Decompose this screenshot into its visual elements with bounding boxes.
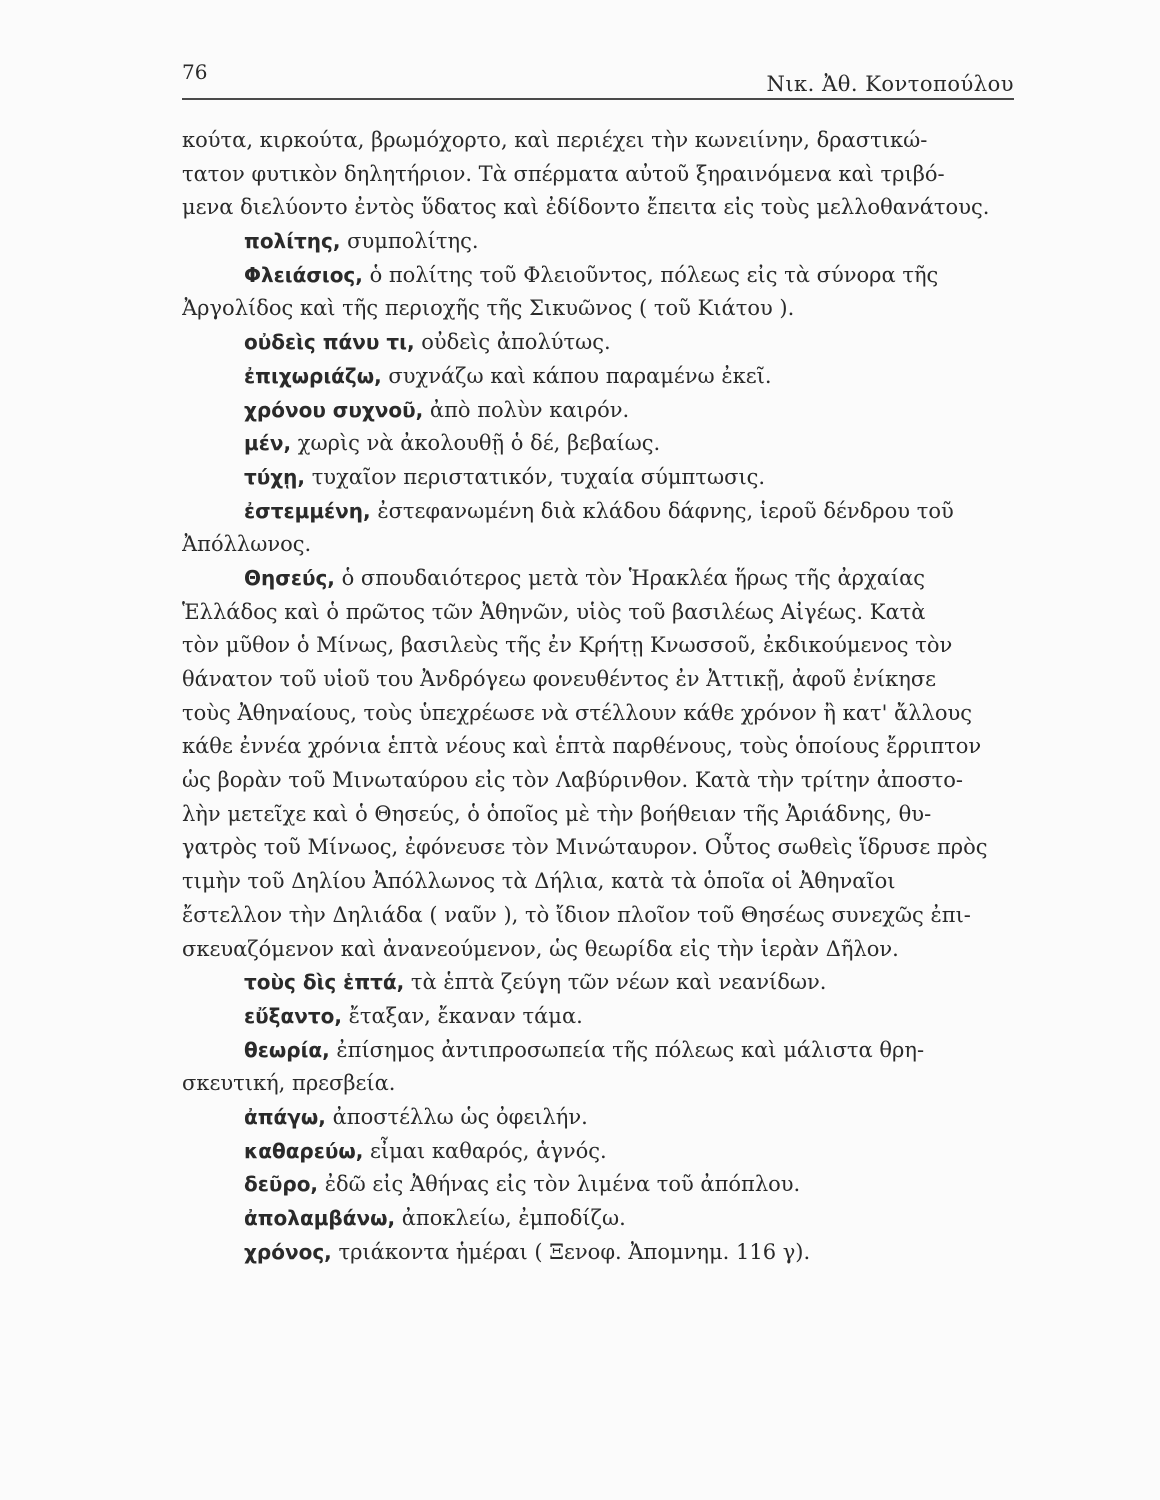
- text-line: [182, 933, 1018, 967]
- text-line: [182, 1236, 1018, 1270]
- line-text: κάθε ἐννέα χρόνια ἑπτὰ νέους καὶ ἑπτὰ παρθένους, τοὺς ὁποίους ἔρριπτον: [182, 734, 982, 759]
- glossary-term: τύχῃ,: [244, 464, 306, 489]
- line-text: χωρὶς νὰ ἀκολουθῇ ὁ δέ, βεβαίως.: [291, 431, 661, 456]
- glossary-term: ἐστεμμένη,: [244, 498, 371, 523]
- text-line: [182, 191, 1018, 225]
- text-line: [182, 326, 1018, 360]
- line-text: γατρὸς τοῦ Μίνωος, ἐφόνευσε τὸν Μινώταυρον. Οὗτος σωθεὶς ἵδρυσε πρὸς: [182, 835, 988, 860]
- line-text: ἀποκλείω, ἐμποδίζω.: [395, 1206, 626, 1230]
- line-text: σκευτική, πρεσβεία.: [182, 1071, 396, 1096]
- line-text: ὁ σπουδαιότερος μετὰ τὸν Ἡρακλέα ἥρως τῆς ἀρχαίας: [334, 565, 926, 590]
- line-text: ἔστελλον τὴν Δηλιάδα ( ναῦν ), τὸ ἴδιον πλοῖον τοῦ Θησέως συνεχῶς ἐπι-: [182, 902, 971, 927]
- line-text: τοὺς Ἀθηναίους, τοὺς ὑπεχρέωσε νὰ στέλλουν κάθε χρόνον ἢ κατ' ἄλλους: [182, 700, 973, 725]
- glossary-term: οὐδεὶς πάνυ τι,: [244, 330, 415, 355]
- text-line: [182, 562, 1018, 596]
- text-line: [182, 697, 1018, 731]
- text-line: [182, 1101, 1018, 1135]
- text-line: [182, 764, 1018, 798]
- line-text: εἶμαι καθαρός, ἁγνός.: [363, 1138, 607, 1163]
- line-text: τριάκοντα ἡμέραι ( Ξενοφ. Ἀπομνημ. 116 γ).: [331, 1239, 811, 1264]
- glossary-term: Θησεύς,: [244, 565, 335, 590]
- text-line: [182, 663, 1018, 697]
- glossary-term: χρόνος,: [244, 1239, 332, 1264]
- line-text: ἀπὸ πολὺν καιρόν.: [423, 397, 630, 422]
- glossary-term: εὔξαντο,: [244, 1003, 342, 1028]
- glossary-term: καθαρεύω,: [244, 1138, 364, 1163]
- glossary-term: ἀπάγω,: [244, 1104, 326, 1129]
- text-line: [182, 596, 1018, 630]
- text-line: [182, 461, 1018, 495]
- text-line: [182, 394, 1018, 428]
- line-text: ἀποστέλλω ὡς ὀφειλήν.: [325, 1104, 588, 1129]
- text-line: [182, 1000, 1018, 1034]
- running-head: Νικ. Ἀθ. Κοντοπούλου: [766, 72, 1014, 96]
- text-line: [182, 798, 1018, 832]
- text-line: [182, 1168, 1018, 1202]
- text-line: [182, 495, 1018, 529]
- line-text: τὰ ἑπτὰ ζεύγη τῶν νέων καὶ νεανίδων.: [404, 970, 827, 995]
- line-text: οὐδεὶς ἀπολύτως.: [414, 330, 611, 355]
- text-line: [182, 1034, 1018, 1068]
- line-text: ὡς βορὰν τοῦ Μινωταύρου εἰς τὸν Λαβύρινθον. Κατὰ τὴν τρίτην ἀποστο-: [182, 768, 964, 793]
- line-text: σκευαζόμενον καὶ ἀνανεούμενον, ὡς θεωρίδα εἰς τὴν ἱερὰν Δῆλον.: [182, 936, 899, 961]
- line-text: τατον φυτικὸν δηλητήριον. Τὰ σπέρματα αὐτοῦ ξηραινόμενα καὶ τριβό-: [182, 161, 945, 186]
- text-line: [182, 225, 1018, 259]
- line-text: κούτα, κιρκούτα, βρωμόχορτο, καὶ περιέχει τὴν κωνειίνην, δραστικώ-: [182, 128, 928, 152]
- text-line: [182, 292, 1018, 326]
- line-text: Ἑλλάδος καὶ ὁ πρῶτος τῶν Ἀθηνῶν, υἱὸς τοῦ βασιλέως Αἰγέως. Κατὰ: [182, 599, 926, 624]
- line-text: θάνατον τοῦ υἱοῦ του Ἀνδρόγεω φονευθέντος ἐν Ἀττικῇ, ἀφοῦ ἐνίκησε: [182, 667, 937, 691]
- line-text: ἐστεφανωμένη διὰ κλάδου δάφνης, ἱεροῦ δένδρου τοῦ: [370, 498, 954, 523]
- line-text: ἔταξαν, ἔκαναν τάμα.: [341, 1003, 583, 1028]
- text-line: [182, 831, 1018, 865]
- text-line: [182, 730, 1018, 764]
- text-line: [182, 629, 1018, 663]
- line-text: ἐπίσημος ἀντιπροσωπεία τῆς πόλεως καὶ μάλιστα θρη-: [329, 1037, 925, 1062]
- glossary-term: ἐπιχωριάζω,: [244, 363, 382, 388]
- glossary-term: τοὺς δὶς ἑπτά,: [244, 970, 405, 995]
- line-text: ἐδῶ εἰς Ἀθήνας εἰς τὸν λιμένα τοῦ ἀπόπλου.: [318, 1172, 801, 1197]
- glossary-term: Φλειάσιος,: [244, 262, 363, 287]
- line-text: ὁ πολίτης τοῦ Φλειοῦντος, πόλεως εἰς τὰ σύνορα τῆς: [362, 262, 939, 287]
- glossary-term: ἀπολαμβάνω,: [244, 1206, 396, 1230]
- glossary-term: μέν,: [244, 431, 292, 456]
- line-text: συμπολίτης.: [340, 229, 479, 254]
- line-text: Ἀπόλλωνος.: [182, 532, 312, 557]
- text-line: [182, 528, 1018, 562]
- line-text: τιμὴν τοῦ Δηλίου Ἀπόλλωνος τὰ Δήλια, κατὰ τὰ ὁποῖα οἱ Ἀθηναῖοι: [182, 869, 896, 894]
- text-line: [182, 1067, 1018, 1101]
- line-text: συχνάζω καὶ κάπου παραμένω ἐκεῖ.: [381, 363, 772, 388]
- page-header: [182, 58, 1014, 100]
- text-line: [182, 259, 1018, 293]
- glossary-term: δεῦρο,: [244, 1172, 319, 1197]
- text-line: [182, 124, 1018, 158]
- text-line: [182, 427, 1018, 461]
- line-text: τὸν μῦθον ὁ Μίνως, βασιλεὺς τῆς ἐν Κρήτῃ Κνωσσοῦ, ἐκδικούμενος τὸν: [182, 633, 953, 658]
- text-line: [182, 899, 1018, 933]
- text-line: [182, 158, 1018, 192]
- glossary-term: χρόνου συχνοῦ,: [244, 397, 424, 422]
- text-line: [182, 1135, 1018, 1169]
- page-number: 76: [182, 60, 208, 84]
- text-line: [182, 1202, 1018, 1236]
- glossary-term: πολίτης,: [244, 229, 341, 254]
- body-text: [182, 124, 1018, 1269]
- text-line: [182, 360, 1018, 394]
- line-text: μενα διελύοντο ἐντὸς ὕδατος καὶ ἐδίδοντο ἔπειτα εἰς τοὺς μελλοθανάτους.: [182, 195, 990, 220]
- text-line: [182, 966, 1018, 1000]
- text-line: [182, 865, 1018, 899]
- glossary-term: θεωρία,: [244, 1037, 330, 1062]
- line-text: τυχαῖον περιστατικόν, τυχαία σύμπτωσις.: [305, 464, 766, 489]
- line-text: Ἀργολίδος καὶ τῆς περιοχῆς τῆς Σικυῶνος ( τοῦ Κιάτου ).: [182, 296, 795, 321]
- line-text: λὴν μετεῖχε καὶ ὁ Θησεύς, ὁ ὁποῖος μὲ τὴν βοήθειαν τῆς Ἀριάδνης, θυ-: [182, 801, 932, 826]
